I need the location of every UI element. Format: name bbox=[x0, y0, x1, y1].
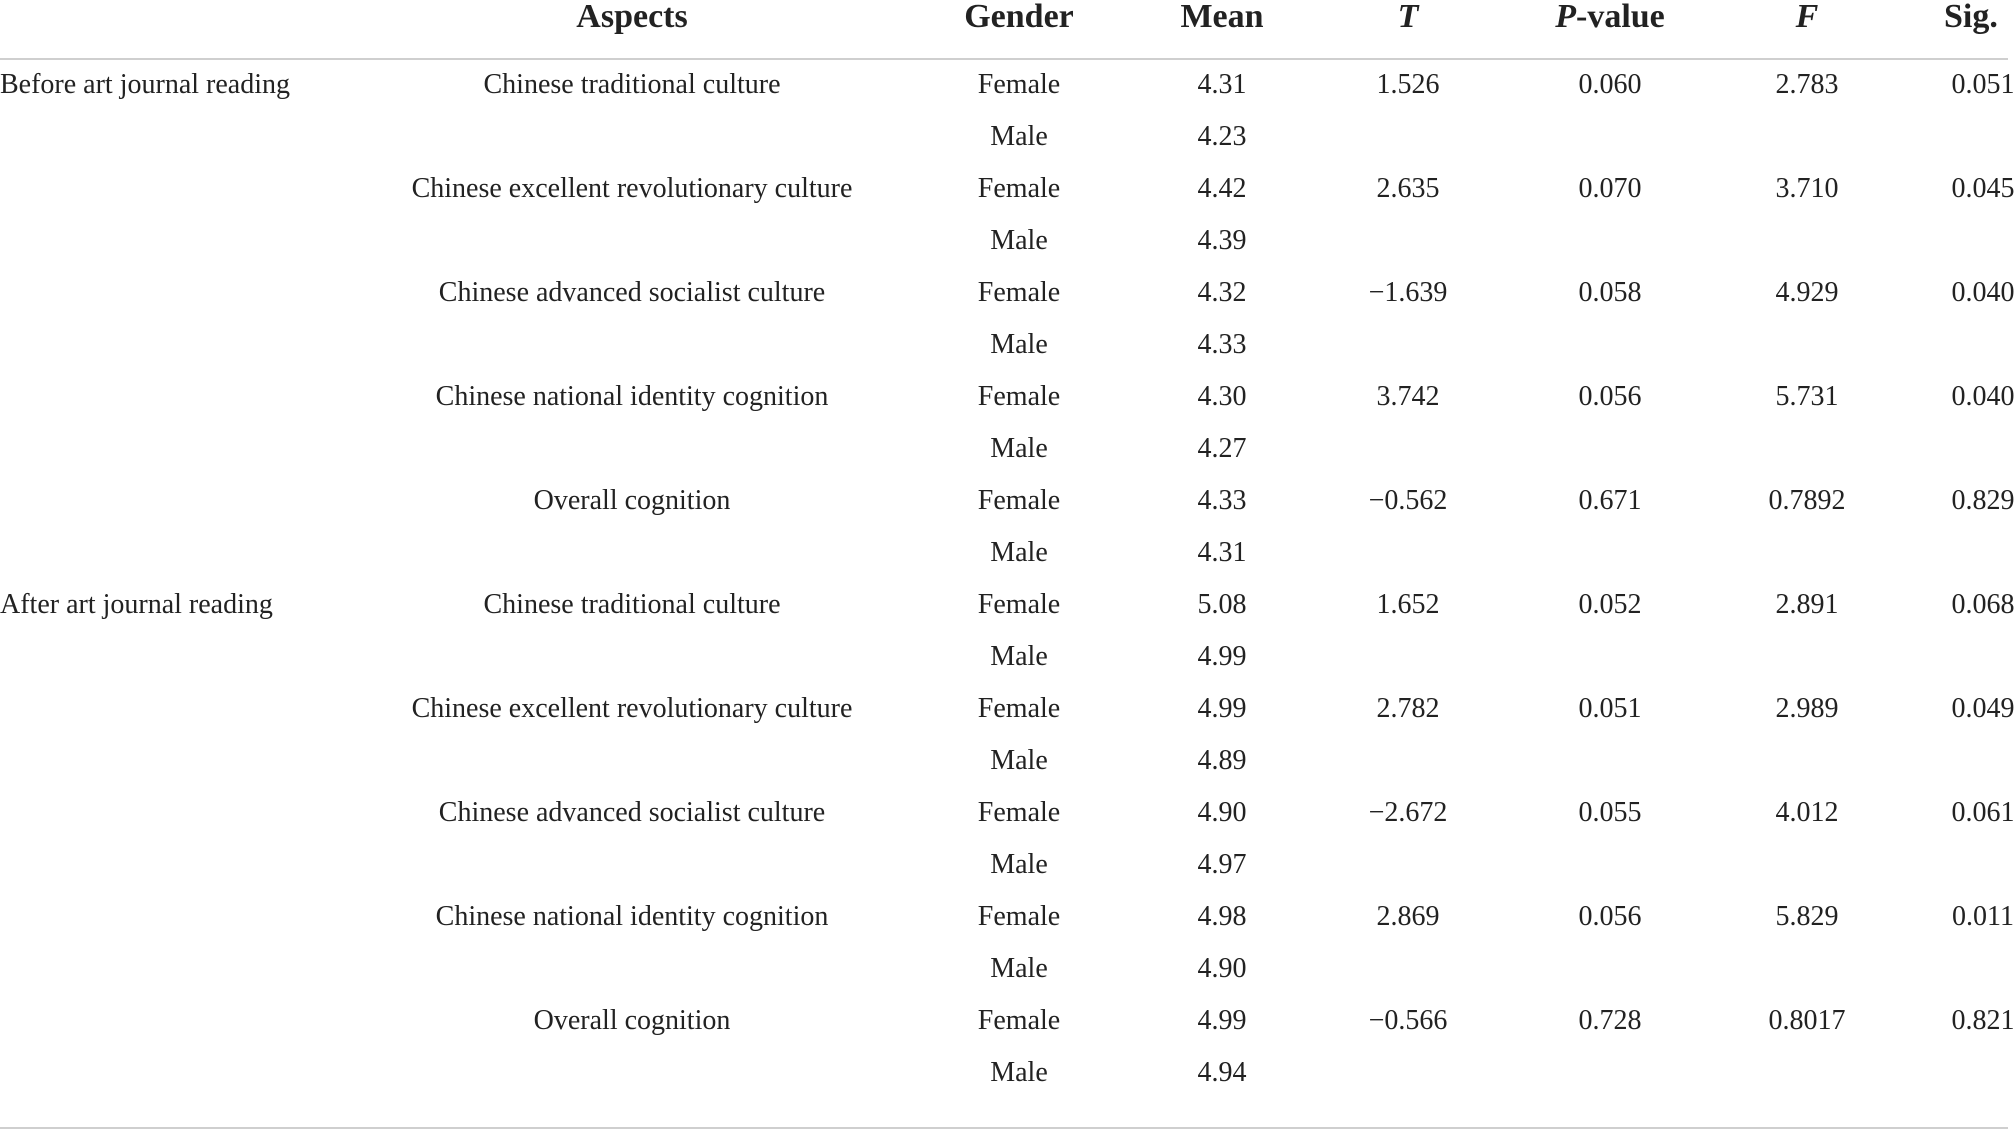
header-aspects: Aspects bbox=[576, 0, 688, 35]
gender-cell: Male bbox=[990, 329, 1048, 360]
p-value: 0.056 bbox=[1578, 381, 1642, 412]
gender-cell: Female bbox=[977, 173, 1061, 204]
mean-cell: 4.94 bbox=[1197, 1057, 1247, 1088]
gender-cell: Male bbox=[990, 849, 1048, 880]
f-value: 5.731 bbox=[1775, 381, 1839, 412]
t-value: −2.672 bbox=[1368, 797, 1448, 828]
header-rule bbox=[0, 58, 2008, 60]
aspect-name: Chinese traditional culture bbox=[483, 69, 781, 100]
gender-cell: Male bbox=[990, 745, 1048, 776]
bottom-rule bbox=[0, 1127, 2008, 1129]
sig-value: 0.829 bbox=[1951, 485, 2015, 516]
gender-cell: Female bbox=[977, 797, 1061, 828]
p-value: 0.055 bbox=[1578, 797, 1642, 828]
gender-cell: Male bbox=[990, 537, 1048, 568]
mean-cell: 4.23 bbox=[1197, 121, 1247, 152]
f-value: 2.989 bbox=[1775, 693, 1839, 724]
gender-cell: Female bbox=[977, 381, 1061, 412]
aspect-name: Chinese excellent revolutionary culture bbox=[411, 693, 853, 724]
f-value: 0.8017 bbox=[1768, 1005, 1846, 1036]
sig-value: 0.068 bbox=[1951, 589, 2015, 620]
group-label: Before art journal reading bbox=[0, 69, 290, 100]
aspect-name: Chinese national identity cognition bbox=[435, 901, 829, 932]
p-value: 0.056 bbox=[1578, 901, 1642, 932]
t-value: −1.639 bbox=[1368, 277, 1448, 308]
aspect-name: Chinese national identity cognition bbox=[435, 381, 829, 412]
p-value: 0.052 bbox=[1578, 589, 1642, 620]
mean-cell: 4.31 bbox=[1197, 69, 1247, 100]
table-header-row bbox=[0, 0, 2008, 58]
sig-value: 0.040 bbox=[1951, 277, 2015, 308]
t-value: 2.782 bbox=[1376, 693, 1440, 724]
mean-cell: 4.89 bbox=[1197, 745, 1247, 776]
gender-cell: Male bbox=[990, 953, 1048, 984]
aspect-name: Overall cognition bbox=[533, 1005, 731, 1036]
sig-value: 0.049 bbox=[1951, 693, 2015, 724]
sig-value: 0.045 bbox=[1951, 173, 2015, 204]
t-value: 3.742 bbox=[1376, 381, 1440, 412]
gender-cell: Male bbox=[990, 121, 1048, 152]
mean-cell: 4.99 bbox=[1197, 693, 1247, 724]
gender-cell: Female bbox=[977, 485, 1061, 516]
mean-cell: 4.33 bbox=[1197, 485, 1247, 516]
gender-cell: Female bbox=[977, 277, 1061, 308]
t-value: 1.526 bbox=[1376, 69, 1440, 100]
aspect-name: Chinese excellent revolutionary culture bbox=[411, 173, 853, 204]
p-value: 0.051 bbox=[1578, 693, 1642, 724]
mean-cell: 4.99 bbox=[1197, 641, 1247, 672]
mean-cell: 4.32 bbox=[1197, 277, 1247, 308]
header-p-letter: P bbox=[1555, 0, 1576, 35]
t-value: −0.562 bbox=[1368, 485, 1448, 516]
t-value: 1.652 bbox=[1376, 589, 1440, 620]
mean-cell: 4.27 bbox=[1197, 433, 1247, 464]
header-f: F bbox=[1795, 0, 1819, 35]
gender-cell: Male bbox=[990, 433, 1048, 464]
sig-value: 0.011 bbox=[1952, 901, 2014, 932]
mean-cell: 4.33 bbox=[1197, 329, 1247, 360]
mean-cell: 4.31 bbox=[1197, 537, 1247, 568]
header-p-suffix: -value bbox=[1576, 0, 1665, 35]
header-gender: Gender bbox=[964, 0, 1074, 35]
aspect-name: Overall cognition bbox=[533, 485, 731, 516]
sig-value: 0.821 bbox=[1951, 1005, 2015, 1036]
mean-cell: 4.39 bbox=[1197, 225, 1247, 256]
header-p-value bbox=[1555, 0, 1665, 34]
f-value: 4.929 bbox=[1775, 277, 1839, 308]
f-value: 2.891 bbox=[1775, 589, 1839, 620]
p-value: 0.070 bbox=[1578, 173, 1642, 204]
mean-cell: 4.90 bbox=[1197, 953, 1247, 984]
gender-cell: Male bbox=[990, 1057, 1048, 1088]
f-value: 2.783 bbox=[1775, 69, 1839, 100]
group-label: After art journal reading bbox=[0, 589, 273, 620]
f-value: 5.829 bbox=[1775, 901, 1839, 932]
f-value: 4.012 bbox=[1775, 797, 1839, 828]
gender-cell: Female bbox=[977, 589, 1061, 620]
mean-cell: 5.08 bbox=[1197, 589, 1247, 620]
header-mean: Mean bbox=[1180, 0, 1264, 35]
p-value: 0.060 bbox=[1578, 69, 1642, 100]
gender-cell: Male bbox=[990, 225, 1048, 256]
mean-cell: 4.42 bbox=[1197, 173, 1247, 204]
sig-value: 0.040 bbox=[1951, 381, 2015, 412]
mean-cell: 4.98 bbox=[1197, 901, 1247, 932]
mean-cell: 4.90 bbox=[1197, 797, 1247, 828]
aspect-name: Chinese advanced socialist culture bbox=[438, 277, 826, 308]
f-value: 0.7892 bbox=[1768, 485, 1846, 516]
p-value: 0.728 bbox=[1578, 1005, 1642, 1036]
sig-value: 0.061 bbox=[1951, 797, 2015, 828]
sig-value: 0.051 bbox=[1951, 69, 2015, 100]
gender-cell: Female bbox=[977, 1005, 1061, 1036]
aspect-name: Chinese advanced socialist culture bbox=[438, 797, 826, 828]
t-value: 2.869 bbox=[1376, 901, 1440, 932]
mean-cell: 4.30 bbox=[1197, 381, 1247, 412]
t-value: −0.566 bbox=[1368, 1005, 1448, 1036]
gender-cell: Female bbox=[977, 693, 1061, 724]
mean-cell: 4.97 bbox=[1197, 849, 1247, 880]
aspect-name: Chinese traditional culture bbox=[483, 589, 781, 620]
gender-cell: Female bbox=[977, 69, 1061, 100]
p-value: 0.671 bbox=[1578, 485, 1642, 516]
f-value: 3.710 bbox=[1775, 173, 1839, 204]
t-value: 2.635 bbox=[1376, 173, 1440, 204]
header-t: T bbox=[1397, 0, 1419, 35]
p-value: 0.058 bbox=[1578, 277, 1642, 308]
mean-cell: 4.99 bbox=[1197, 1005, 1247, 1036]
header-sig: Sig. bbox=[1944, 0, 1998, 35]
gender-cell: Male bbox=[990, 641, 1048, 672]
gender-cell: Female bbox=[977, 901, 1061, 932]
